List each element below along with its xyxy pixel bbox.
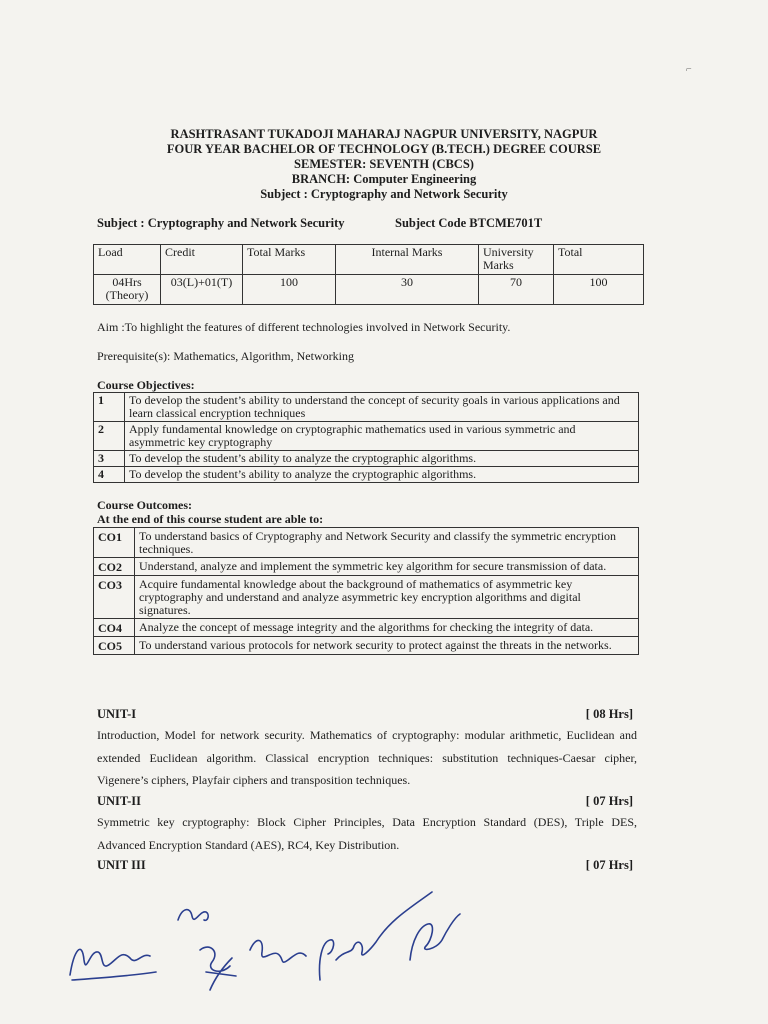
document-header <box>0 127 768 202</box>
objective-number: 4 <box>94 467 125 483</box>
unit-2-heading <box>97 794 633 809</box>
table-row <box>94 467 639 483</box>
value-cell-internal-marks: 30 <box>336 275 479 305</box>
header-cell-total: Total <box>554 245 644 275</box>
outcome-text: Understand, analyze and implement the symmetric key algorithm for secure transmission of data. <box>135 558 639 576</box>
table-row <box>94 637 639 655</box>
objective-text: To develop the student’s ability to analyze the cryptographic algorithms. <box>125 467 639 483</box>
unit-1-content: Introduction, Model for network security. Mathematics of cryptography: modular arithmetic, Euclidean and extended Euclidean algorithm. Classical encryption techniques: substitution techniques-Caesar cipher, Vigenere’s ciphers, Playfair ciphers and transposition techniques. <box>97 728 637 787</box>
value-cell-university-marks: 70 <box>479 275 554 305</box>
load-credit-table <box>93 244 644 305</box>
table-row <box>94 528 639 558</box>
table-row <box>94 422 639 451</box>
course-objectives-title: Course Objectives: <box>97 378 195 392</box>
subject-line <box>97 216 543 231</box>
outcome-code: CO3 <box>94 576 135 619</box>
unit-title: UNIT III <box>97 858 146 872</box>
unit-hours: [ 07 Hrs] <box>585 794 633 808</box>
table-row <box>94 558 639 576</box>
subject-name: Subject : Cryptography and Network Security <box>97 216 345 230</box>
outcome-text: To understand basics of Cryptography and Network Security and classify the symmetric encryption techniques. <box>135 528 639 558</box>
objective-text: To develop the student’s ability to understand the concept of security goals in various applications and learn classical encryption techniques <box>125 393 639 422</box>
unit-2-content: Symmetric key cryptography: Block Cipher Principles, Data Encryption Standard (DES), Triple DES, Advanced Encryption Standard (AES), RC4, Key Distribution. <box>97 815 637 852</box>
header-cell-internal-marks: Internal Marks <box>336 245 479 275</box>
prerequisite-text: Prerequisite(s): Mathematics, Algorithm, Networking <box>97 349 354 363</box>
branch: BRANCH: Computer Engineering <box>291 172 477 186</box>
table-row <box>94 275 644 305</box>
outcome-code: CO1 <box>94 528 135 558</box>
course-outcomes-subtitle: At the end of this course student are able to: <box>97 512 324 526</box>
outcome-text: Analyze the concept of message integrity and the algorithms for checking the integrity of data. <box>135 619 639 637</box>
signature-6 <box>410 914 460 960</box>
table-row <box>94 451 639 467</box>
objective-text: To develop the student’s ability to analyze the cryptographic algorithms. <box>125 451 639 467</box>
outcome-text: To understand various protocols for network security to protect against the threats in the networks. <box>135 637 639 655</box>
unit-hours: [ 08 Hrs] <box>585 707 633 721</box>
signatures-image <box>60 880 480 1000</box>
value-cell-credit: 03(L)+01(T) <box>161 275 243 305</box>
signature-3 <box>200 947 236 990</box>
semester: SEMESTER: SEVENTH (CBCS) <box>294 157 474 171</box>
signature-4 <box>250 940 306 962</box>
signature-5 <box>319 892 432 980</box>
degree-course: FOUR YEAR BACHELOR OF TECHNOLOGY (B.TECH.) DEGREE COURSE <box>166 142 602 156</box>
course-outcomes-title: Course Outcomes: <box>97 498 192 512</box>
value-cell-total: 100 <box>554 275 644 305</box>
subject-title: Subject : Cryptography and Network Security <box>260 187 508 201</box>
unit-title: UNIT-II <box>97 794 142 808</box>
unit-1-heading <box>97 707 633 722</box>
aim-text: Aim :To highlight the features of different technologies involved in Network Security. <box>97 320 511 334</box>
table-row <box>94 619 639 637</box>
outcome-code: CO4 <box>94 619 135 637</box>
outcome-code: CO2 <box>94 558 135 576</box>
scan-mark: ⌐ <box>686 64 692 75</box>
signature-1 <box>70 949 156 980</box>
header-cell-university-marks: University Marks <box>479 245 554 275</box>
outcome-code: CO5 <box>94 637 135 655</box>
objective-number: 2 <box>94 422 125 451</box>
header-cell-load: Load <box>94 245 161 275</box>
outcome-text: Acquire fundamental knowledge about the background of mathematics of asymmetric key cryptography and understand and analyze asymmetric key encryption algorithms and digital signatures. <box>135 576 639 619</box>
table-row <box>94 576 639 619</box>
subject-code: Subject Code BTCME701T <box>395 216 543 230</box>
table-row <box>94 393 639 422</box>
objective-text: Apply fundamental knowledge on cryptographic mathematics used in various symmetric and asymmetric key cryptography <box>125 422 639 451</box>
objective-number: 1 <box>94 393 125 422</box>
header-cell-credit: Credit <box>161 245 243 275</box>
signature-2 <box>178 910 208 921</box>
unit-3-heading <box>97 858 633 873</box>
unit-hours: [ 07 Hrs] <box>585 858 633 872</box>
course-outcomes-table <box>93 527 639 655</box>
value-cell-load: 04Hrs (Theory) <box>94 275 161 305</box>
university-name: RASHTRASANT TUKADOJI MAHARAJ NAGPUR UNIVERSITY, NAGPUR <box>170 127 598 141</box>
table-header-row <box>94 245 644 275</box>
course-objectives-table <box>93 392 639 483</box>
objective-number: 3 <box>94 451 125 467</box>
header-cell-total-marks: Total Marks <box>243 245 336 275</box>
value-cell-total-marks: 100 <box>243 275 336 305</box>
unit-title: UNIT-I <box>97 707 137 721</box>
